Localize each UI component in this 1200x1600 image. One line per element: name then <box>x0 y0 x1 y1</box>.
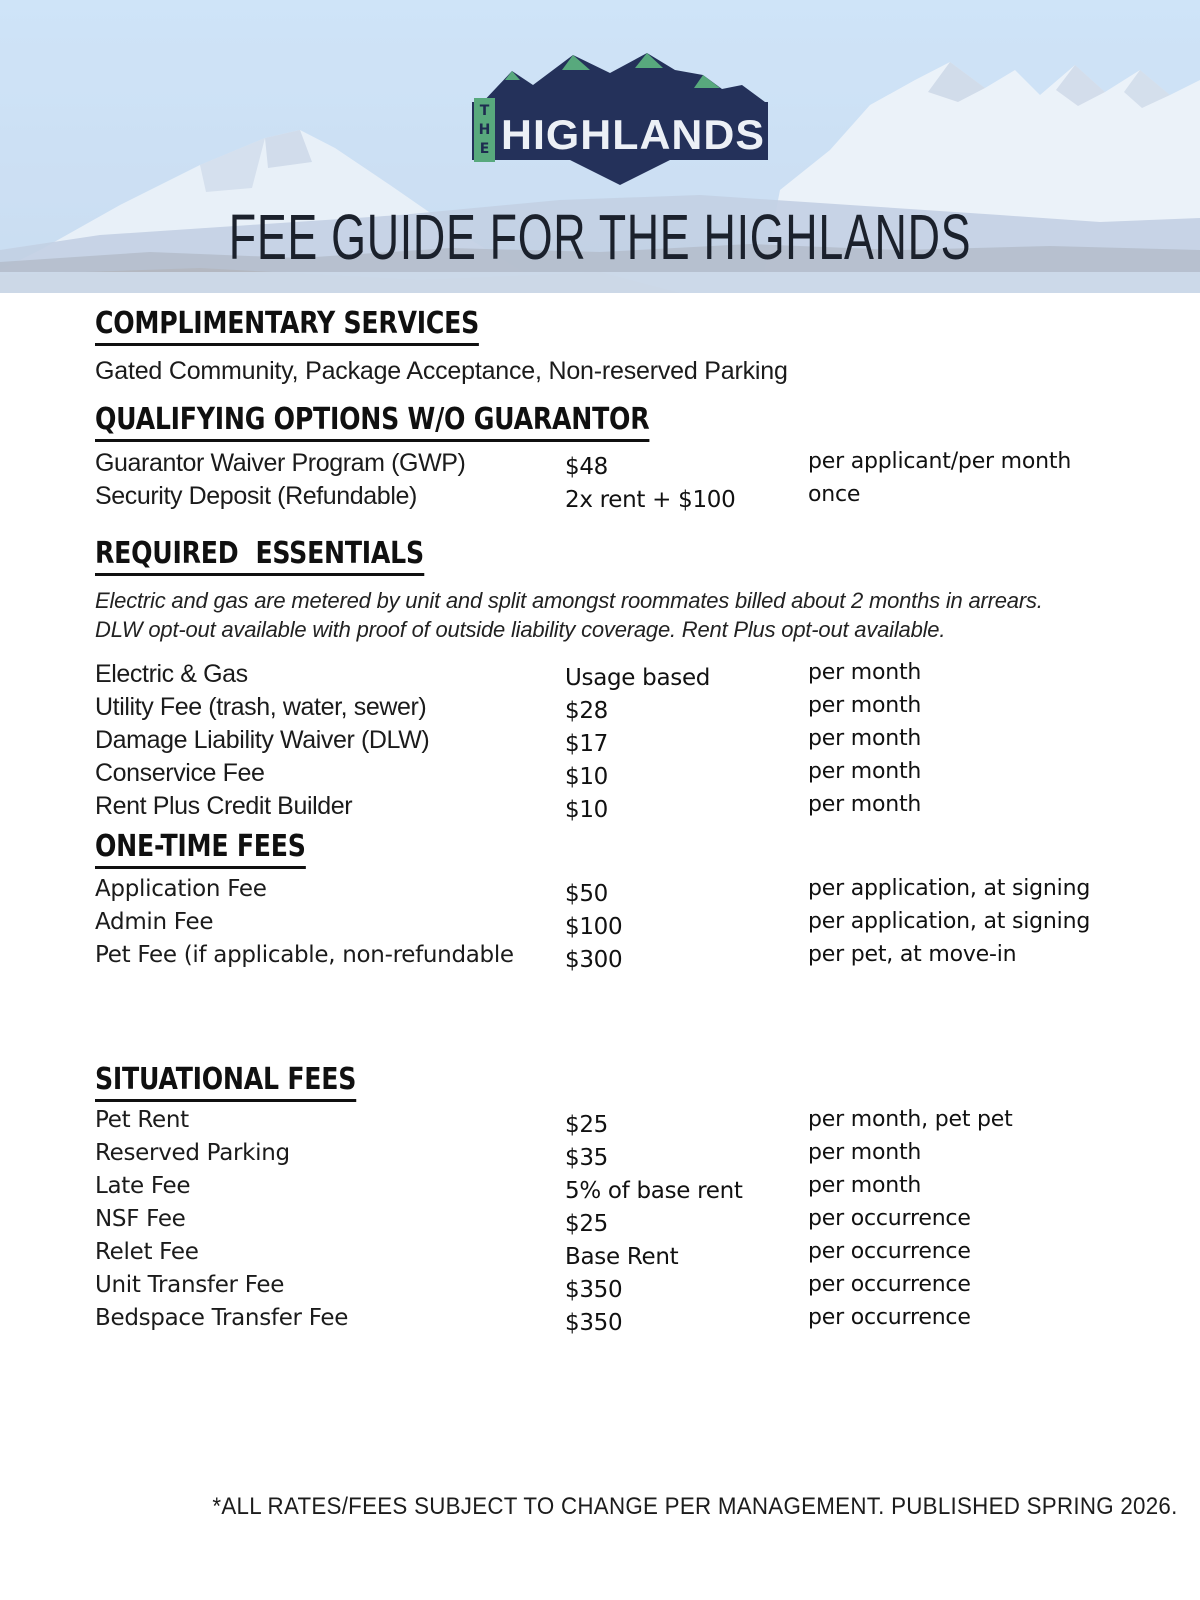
fee-amount: $28 <box>565 698 608 724</box>
section-complimentary-services <box>95 293 1130 387</box>
fee-row <box>95 759 1130 792</box>
fee-amount: $25 <box>565 1112 608 1138</box>
fee-row <box>95 792 1130 825</box>
section-heading-required-essentials: REQUIRED ESSENTIALS <box>95 539 424 576</box>
fee-frequency: per month <box>808 759 922 784</box>
fee-row <box>95 482 1130 515</box>
fee-label: Damage Liability Waiver (DLW) <box>95 726 430 754</box>
fee-label: Admin Fee <box>95 909 214 935</box>
fee-row <box>95 1173 1130 1206</box>
section-heading-complimentary-services: COMPLIMENTARY SERVICES <box>95 309 479 346</box>
fee-frequency: per applicant/per month <box>808 449 1072 474</box>
fee-row <box>95 449 1130 482</box>
fee-label: Late Fee <box>95 1173 191 1199</box>
fee-label: Unit Transfer Fee <box>95 1272 285 1298</box>
logo-the-letter: E <box>479 141 490 157</box>
fee-label: Utility Fee (trash, water, sewer) <box>95 693 427 721</box>
fee-row <box>95 1107 1130 1140</box>
fee-amount: 5% of base rent <box>565 1178 743 1204</box>
footer-disclaimer: *ALL RATES/FEES SUBJECT TO CHANGE PER MANAGEMENT. PUBLISHED SPRING 2026. <box>212 1493 1178 1520</box>
fee-frequency: per application, at signing <box>808 909 1091 934</box>
fee-amount: $10 <box>565 764 608 790</box>
fee-frequency: per month <box>808 1173 922 1198</box>
logo-brand-text: HIGHLANDS <box>501 111 765 158</box>
fee-row <box>95 942 1130 975</box>
fee-amount: $17 <box>565 731 608 757</box>
fee-frequency: per occurrence <box>808 1305 971 1330</box>
fee-frequency: per occurrence <box>808 1206 971 1231</box>
fee-frequency: per month, pet pet <box>808 1107 1013 1132</box>
logo-mountains <box>480 53 765 107</box>
note-line: DLW opt-out available with proof of outside liability coverage. Rent Plus opt-out available. <box>95 617 946 642</box>
section-one-time-fees <box>95 825 1130 975</box>
required-essentials-note <box>95 586 1105 644</box>
fee-label: Guarantor Waiver Program (GWP) <box>95 449 466 477</box>
fee-row <box>95 909 1130 942</box>
page-title: FEE GUIDE FOR THE HIGHLANDS <box>228 201 972 273</box>
fee-amount: $10 <box>565 797 608 823</box>
note-line: Electric and gas are metered by unit and split amongst roommates billed about 2 months in arrears. <box>95 588 1043 613</box>
fee-rows <box>95 660 1130 825</box>
logo-the-letter: T <box>479 103 490 119</box>
fee-amount: $300 <box>565 947 623 973</box>
fee-label: Conservice Fee <box>95 759 265 787</box>
fee-frequency: once <box>808 482 861 507</box>
fee-label: Electric & Gas <box>95 660 248 688</box>
fee-amount: $350 <box>565 1277 623 1303</box>
fee-row <box>95 1239 1130 1272</box>
fee-amount: Base Rent <box>565 1244 679 1270</box>
fee-label: Bedspace Transfer Fee <box>95 1305 349 1331</box>
fee-content <box>0 293 1200 1521</box>
fee-rows <box>95 449 1130 515</box>
fee-amount: Usage based <box>565 665 711 691</box>
fee-frequency: per month <box>808 726 922 751</box>
fee-rows <box>95 876 1130 975</box>
fee-amount: $50 <box>565 881 608 907</box>
fee-row <box>95 1140 1130 1173</box>
complimentary-services-list: Gated Community, Package Acceptance, Non-reserved Parking <box>95 357 788 385</box>
fee-label: Pet Rent <box>95 1107 189 1133</box>
section-qualifying-options <box>95 387 1130 515</box>
section-required-essentials <box>95 515 1130 825</box>
fee-frequency: per occurrence <box>808 1239 971 1264</box>
fee-frequency: per pet, at move-in <box>808 942 1017 967</box>
fee-row <box>95 876 1130 909</box>
hero-header <box>0 0 1200 293</box>
fee-frequency: per application, at signing <box>808 876 1091 901</box>
fee-row <box>95 1305 1130 1338</box>
fee-frequency: per occurrence <box>808 1272 971 1297</box>
fee-label: Rent Plus Credit Builder <box>95 792 353 820</box>
fee-label: Reserved Parking <box>95 1140 290 1166</box>
fee-row <box>95 693 1130 726</box>
fee-frequency: per month <box>808 660 922 685</box>
fee-label: Security Deposit (Refundable) <box>95 482 417 510</box>
fee-label: NSF Fee <box>95 1206 186 1232</box>
section-heading-situational-fees: SITUATIONAL FEES <box>95 1065 356 1102</box>
fee-frequency: per month <box>808 693 922 718</box>
fee-row <box>95 1272 1130 1305</box>
fee-label: Relet Fee <box>95 1239 199 1265</box>
fee-label: Pet Fee (if applicable, non-refundable <box>95 942 514 968</box>
fee-amount: $25 <box>565 1211 608 1237</box>
fee-amount: $350 <box>565 1310 623 1336</box>
fee-rows <box>95 1107 1130 1338</box>
fee-row <box>95 660 1130 693</box>
highlands-logo <box>470 45 770 190</box>
fee-amount: $48 <box>565 454 608 480</box>
section-heading-one-time-fees: ONE-TIME FEES <box>95 832 306 869</box>
fee-frequency: per month <box>808 1140 922 1165</box>
fee-amount: $100 <box>565 914 623 940</box>
fee-row <box>95 1206 1130 1239</box>
section-situational-fees <box>95 975 1130 1338</box>
logo-the-letter: H <box>478 122 491 138</box>
fee-amount: 2x rent + $100 <box>565 487 736 513</box>
section-heading-qualifying-options: QUALIFYING OPTIONS W/O GUARANTOR <box>95 405 649 442</box>
fee-label: Application Fee <box>95 876 267 902</box>
fee-frequency: per month <box>808 792 922 817</box>
fee-row <box>95 726 1130 759</box>
fee-amount: $35 <box>565 1145 608 1171</box>
